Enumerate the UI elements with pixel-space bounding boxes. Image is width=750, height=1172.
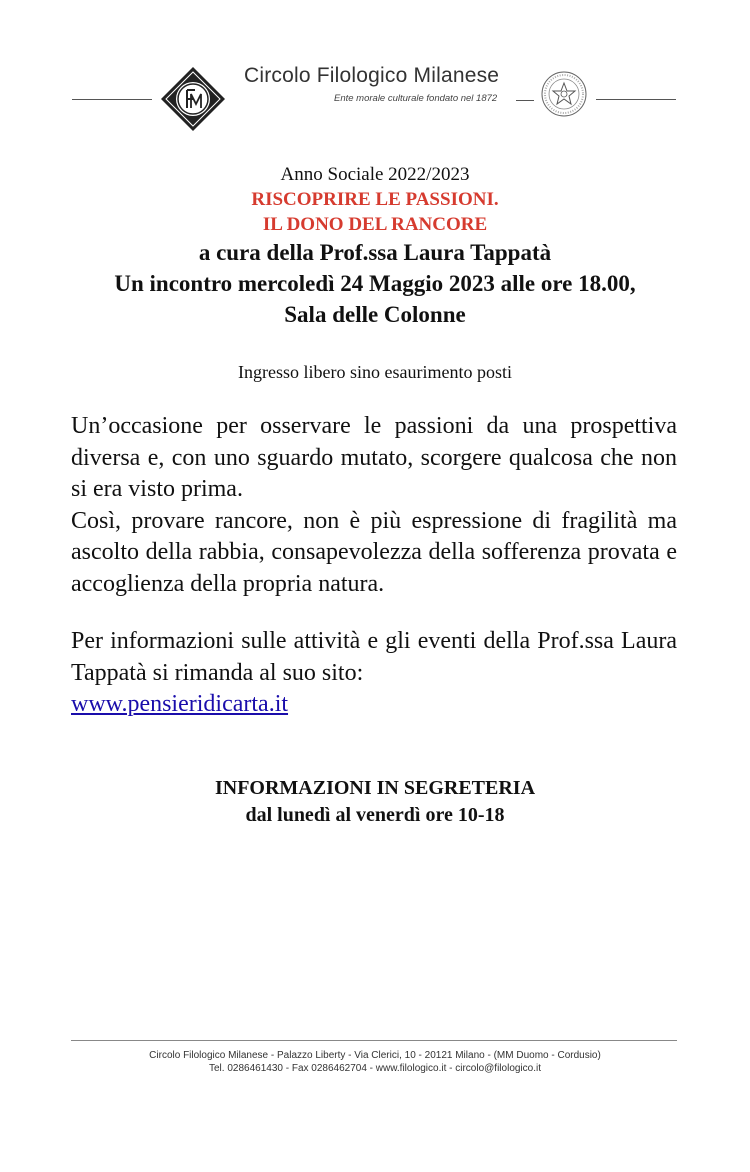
more-info-paragraph: Per informazioni sulle attività e gli eventi della Prof.ssa Laura Tappatà si rimanda al suo sito: (71, 628, 677, 686)
description (71, 411, 677, 600)
footer-rule (71, 1040, 677, 1041)
more-info (71, 626, 677, 721)
footer-contacts: Tel. 0286461430 - Fax 0286462704 - www.filologico.it - circolo@filologico.it (209, 1063, 541, 1074)
footer (0, 1049, 750, 1075)
letterhead (0, 62, 750, 134)
republic-seal-icon (540, 70, 588, 118)
description-paragraph-2: Così, provare rancore, non è più espressione di fragilità ma ascolto della rabbia, consapevolezza della sofferenza provata e accoglienza della propria natura. (71, 507, 677, 597)
event-heading (0, 162, 750, 330)
entry-note: Ingresso libero sino esaurimento posti (238, 362, 512, 382)
org-name: Circolo Filologico Milanese (244, 64, 500, 87)
office-info-title: INFORMAZIONI IN SEGRETERIA (214, 777, 536, 799)
office-hours: dal lunedì al venerdì ore 10-18 (245, 804, 505, 826)
social-year: Anno Sociale 2022/2023 (280, 164, 470, 185)
event-title-line1: RISCOPRIRE LE PASSIONI. (251, 189, 499, 210)
website-link[interactable]: www.pensieridicarta.it (71, 691, 289, 717)
header-rule-right (596, 99, 676, 100)
description-paragraph-1: Un’occasione per osservare le passioni da una prospettiva diversa e, con uno sguardo mutato, scorgere qualcosa che non si era visto prima. (71, 413, 677, 502)
office-info (0, 775, 750, 829)
header-rule-left (72, 99, 152, 100)
tagline-rule (516, 100, 534, 101)
footer-address: Circolo Filologico Milanese - Palazzo Liberty - Via Clerici, 10 - 20121 Milano - (MM Duomo - Cordusio) (149, 1050, 601, 1061)
event-datetime: Un incontro mercoledì 24 Maggio 2023 alle ore 18.00, (114, 271, 636, 296)
org-tagline: Ente morale culturale fondato nel 1872 (334, 93, 498, 104)
curator: a cura della Prof.ssa Laura Tappatà (198, 240, 552, 265)
cfm-logo-icon (160, 66, 226, 132)
event-venue: Sala delle Colonne (284, 302, 466, 327)
event-title-line2: IL DONO DEL RANCORE (262, 214, 488, 235)
